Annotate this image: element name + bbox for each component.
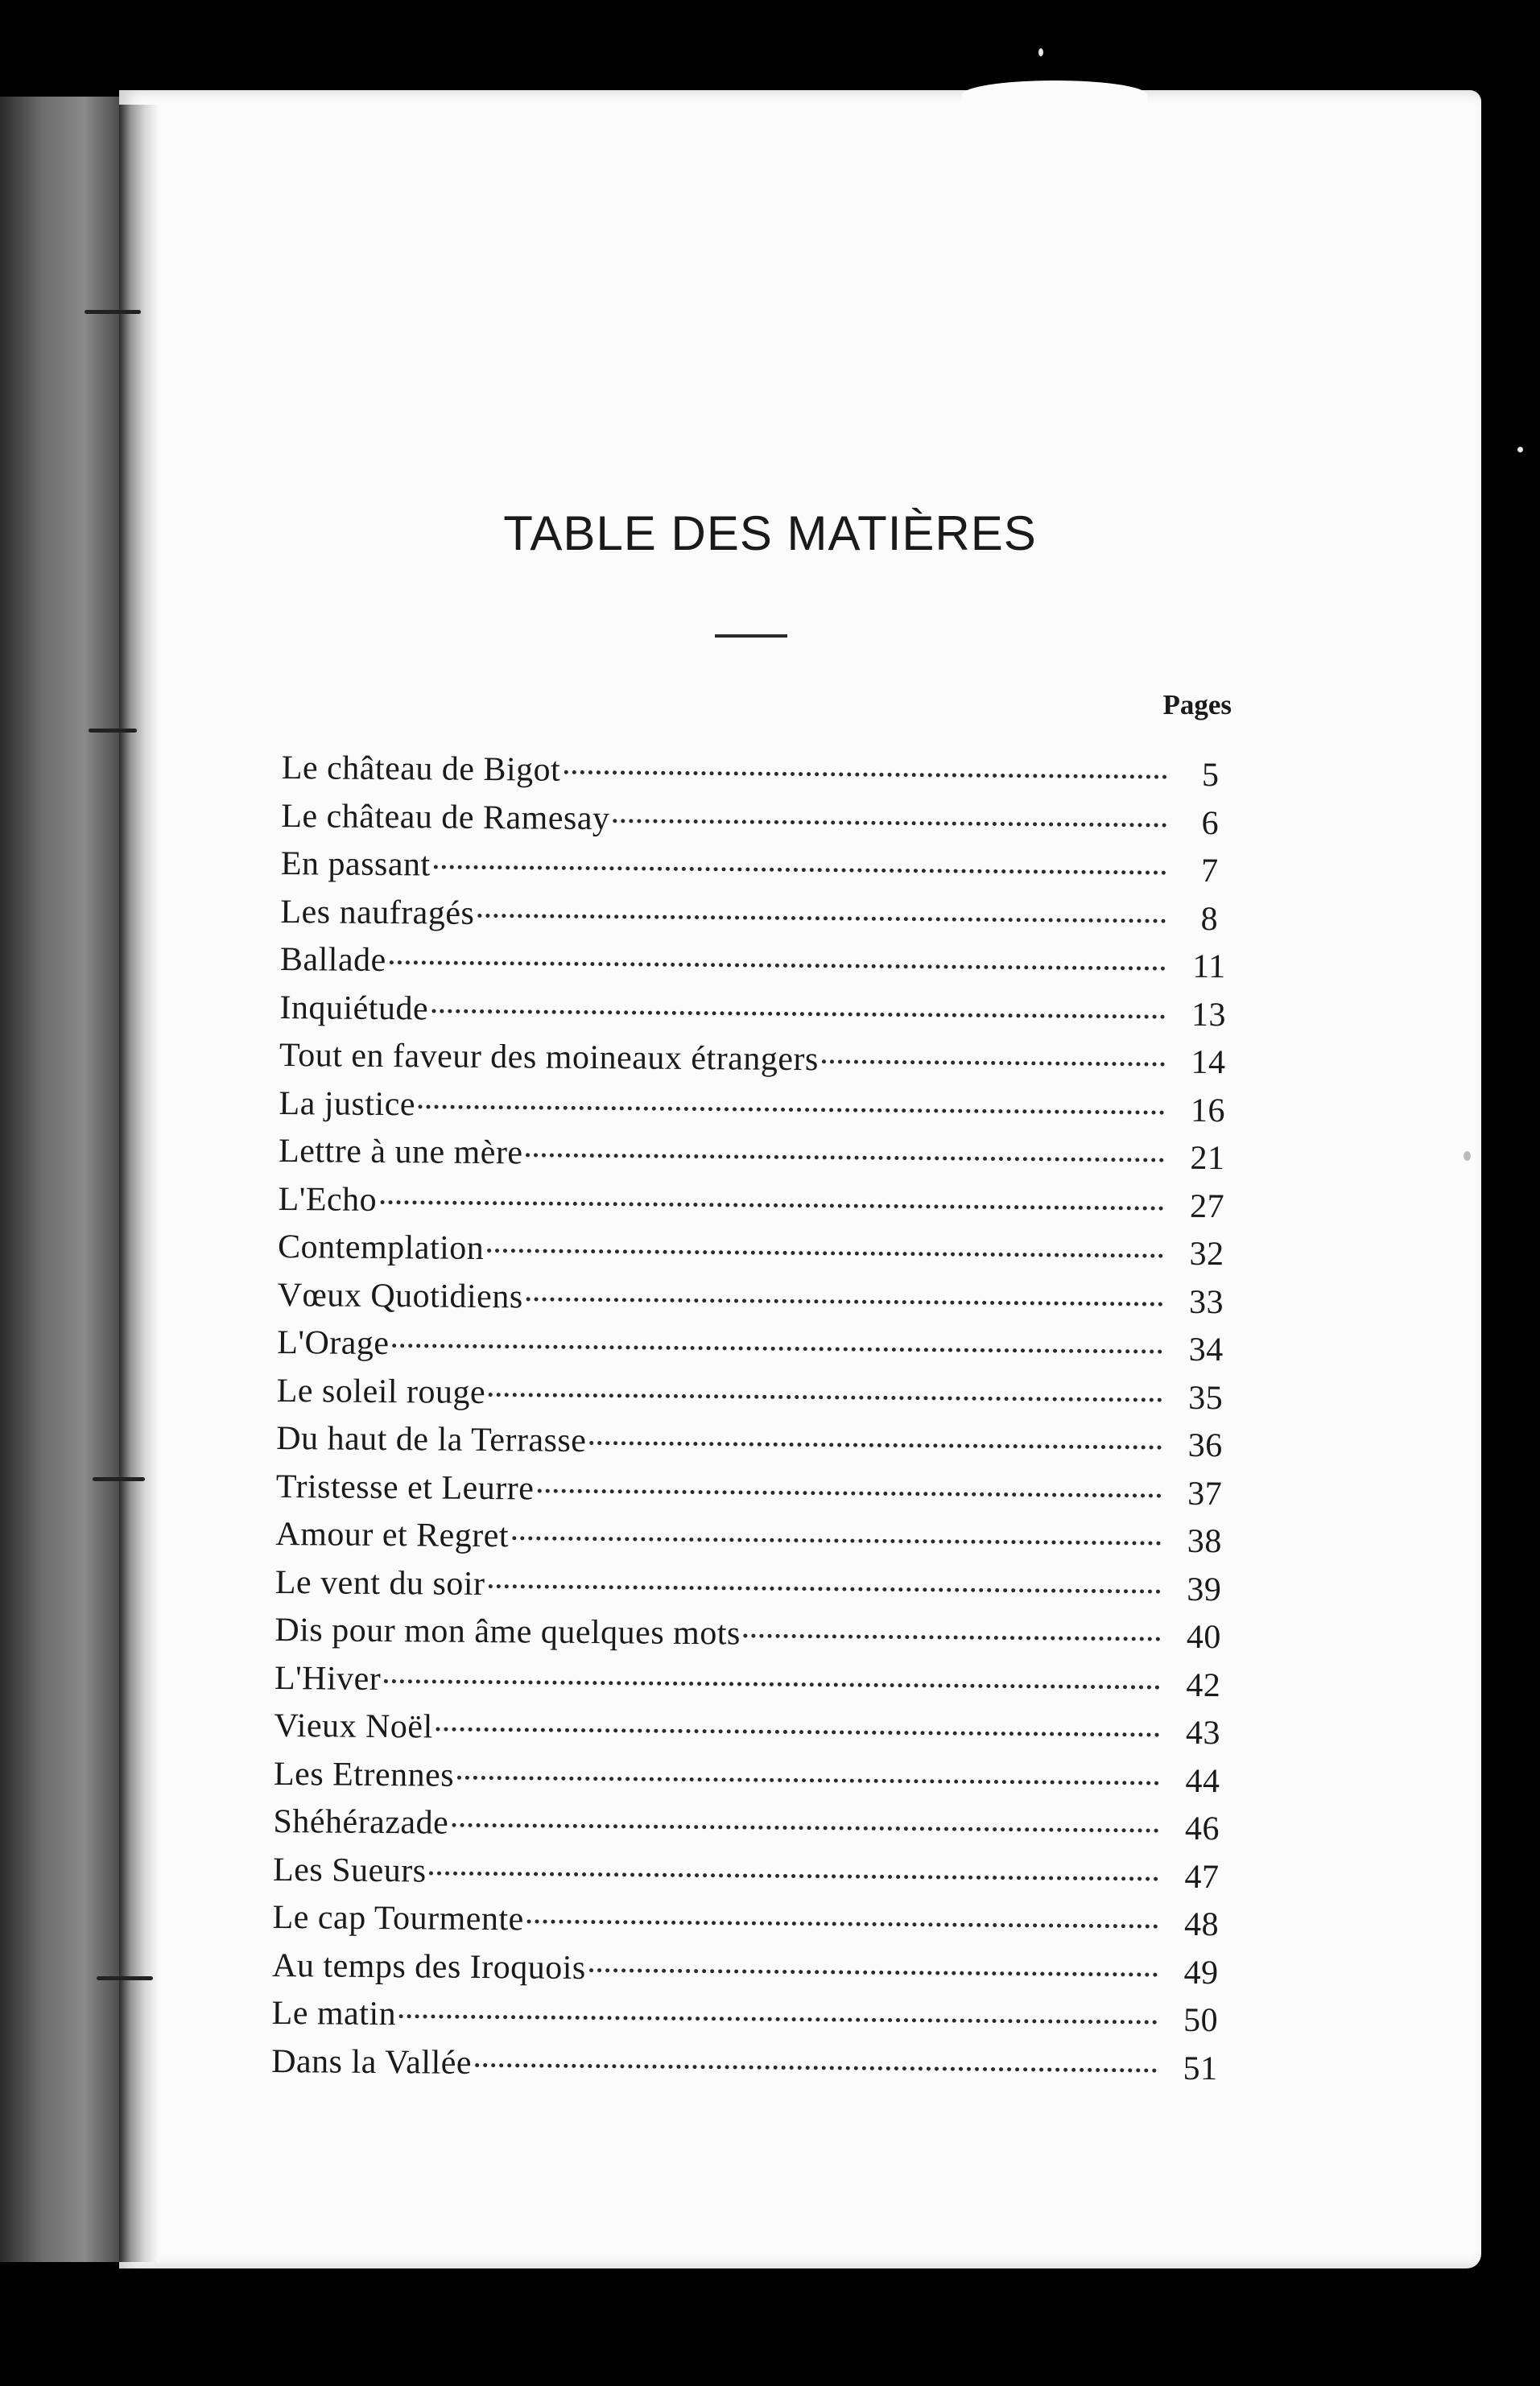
dot-leader xyxy=(822,1059,1165,1066)
pages-column-header: Pages xyxy=(1162,689,1232,720)
toc-entry-title: Le soleil rouge xyxy=(276,1372,486,1411)
toc-entry-title: Inquiétude xyxy=(279,989,429,1027)
toc-entry xyxy=(277,1275,1243,1331)
toc-entry-page-number: 16 xyxy=(1190,1092,1226,1129)
dot-leader xyxy=(419,1104,1165,1114)
scan-speck xyxy=(1464,1151,1471,1161)
dot-leader xyxy=(537,1488,1161,1497)
toc-entry xyxy=(278,1228,1244,1283)
scan-speck xyxy=(1038,48,1043,56)
toc-entry-title: Dans la Vallée xyxy=(271,2042,473,2082)
toc-entry-page-number: 27 xyxy=(1189,1187,1225,1225)
page-title: TABLE DES MATIÈRES xyxy=(503,506,1037,560)
toc-entry-title: Vieux Noël xyxy=(274,1707,433,1746)
dot-leader xyxy=(434,865,1166,874)
binding-stitch xyxy=(85,310,141,314)
toc-entry xyxy=(277,1323,1243,1379)
dot-leader xyxy=(390,960,1166,971)
toc-entry xyxy=(279,1036,1245,1092)
binding-stitch xyxy=(93,1477,145,1481)
toc-entry xyxy=(275,1658,1241,1714)
toc-entry-page-number: 32 xyxy=(1189,1235,1224,1273)
dot-leader xyxy=(564,770,1166,779)
toc-entry-title: L'Echo xyxy=(278,1180,378,1219)
dot-leader xyxy=(613,819,1166,827)
page-binding xyxy=(119,105,159,2262)
toc-entry xyxy=(274,1707,1240,1762)
dot-leader xyxy=(487,1249,1163,1258)
toc-entry-page-number: 39 xyxy=(1187,1571,1222,1608)
toc-entry-title: Lettre à une mère xyxy=(278,1132,523,1172)
toc-entry-page-number: 38 xyxy=(1187,1522,1222,1561)
dot-leader xyxy=(380,1199,1163,1210)
toc-entry-title: L'Hiver xyxy=(274,1659,382,1698)
dot-leader xyxy=(475,2062,1157,2072)
previous-page-edge xyxy=(0,97,121,2262)
toc-entry-page-number: 37 xyxy=(1187,1475,1223,1513)
toc-entry-page-number: 47 xyxy=(1184,1858,1220,1896)
toc-entry xyxy=(279,1084,1245,1139)
dot-leader xyxy=(431,1009,1165,1018)
toc-entry xyxy=(272,1946,1238,2001)
toc-entry xyxy=(275,1611,1241,1666)
toc-entry-page-number: 49 xyxy=(1183,1954,1219,1992)
toc-entry-title: Ballade xyxy=(279,940,386,980)
toc-entry xyxy=(280,940,1246,996)
toc-entry-page-number: 40 xyxy=(1186,1618,1222,1657)
toc-entry-page-number: 51 xyxy=(1183,2050,1218,2087)
table-of-contents xyxy=(271,749,1248,2097)
toc-entry-title: Amour et Regret xyxy=(275,1515,510,1555)
dot-leader xyxy=(436,1728,1160,1737)
toc-entry-title: Dis pour mon âme quelques mots xyxy=(275,1611,741,1653)
dot-leader xyxy=(457,1775,1159,1785)
toc-entry-title: Les naufragés xyxy=(280,893,475,932)
toc-entry-page-number: 48 xyxy=(1183,1905,1220,1944)
dot-leader xyxy=(512,1536,1161,1545)
toc-entry-title: Le vent du soir xyxy=(275,1563,485,1603)
toc-entry-title: Les Etrennes xyxy=(273,1755,455,1794)
toc-entry xyxy=(279,1132,1245,1187)
toc-entry-title: Shéhérazade xyxy=(273,1802,449,1842)
toc-entry xyxy=(271,2041,1237,2097)
dot-leader xyxy=(477,913,1166,923)
toc-entry-page-number: 50 xyxy=(1183,2001,1219,2040)
toc-entry-page-number: 44 xyxy=(1185,1762,1220,1800)
toc-entry-page-number: 8 xyxy=(1200,900,1219,938)
toc-entry-page-number: 42 xyxy=(1186,1666,1221,1704)
toc-entry-title: En passant xyxy=(280,844,431,884)
binding-stitch xyxy=(89,729,137,733)
toc-entry xyxy=(273,1850,1239,1905)
toc-entry xyxy=(282,749,1248,804)
dot-leader xyxy=(527,1919,1158,1928)
toc-entry-page-number: 35 xyxy=(1188,1379,1224,1417)
toc-entry-page-number: 43 xyxy=(1185,1714,1221,1752)
toc-entry-title: Au temps des Iroquois xyxy=(271,1946,586,1987)
toc-entry xyxy=(281,796,1247,852)
toc-entry-title: Le cap Tourmente xyxy=(272,1898,524,1938)
toc-entry-page-number: 13 xyxy=(1191,996,1227,1034)
scan-speck xyxy=(1517,447,1523,452)
toc-entry-title: Le château de Ramesay xyxy=(281,797,610,837)
toc-entry-page-number: 33 xyxy=(1188,1283,1224,1321)
toc-entry-title: L'Orage xyxy=(277,1323,390,1363)
toc-entry xyxy=(271,1994,1237,2050)
toc-entry xyxy=(274,1754,1240,1810)
toc-entry-page-number: 6 xyxy=(1201,804,1220,842)
toc-entry xyxy=(281,844,1247,900)
toc-entry-title: Tristesse et Leurre xyxy=(275,1468,535,1507)
dot-leader xyxy=(430,1871,1159,1880)
dot-leader xyxy=(744,1634,1161,1641)
toc-entry-title: La justice xyxy=(279,1084,416,1123)
toc-entry-title: Du haut de la Terrasse xyxy=(276,1419,587,1459)
toc-entry xyxy=(279,988,1245,1043)
toc-entry xyxy=(272,1898,1238,1954)
dot-leader xyxy=(489,1393,1162,1402)
toc-entry-page-number: 11 xyxy=(1191,947,1226,986)
binding-stitch xyxy=(97,1976,153,1980)
toc-entry xyxy=(276,1467,1242,1522)
toc-entry xyxy=(273,1802,1239,1858)
dot-leader xyxy=(452,1823,1158,1833)
toc-entry-page-number: 34 xyxy=(1188,1331,1224,1369)
dot-leader xyxy=(392,1344,1162,1354)
dot-leader xyxy=(384,1679,1160,1690)
toc-entry-title: Les Sueurs xyxy=(272,1851,427,1889)
toc-entry-page-number: 7 xyxy=(1200,852,1219,890)
dot-leader xyxy=(526,1153,1165,1162)
toc-entry xyxy=(276,1371,1242,1426)
dot-leader xyxy=(589,1968,1158,1977)
toc-entry-page-number: 21 xyxy=(1190,1139,1225,1178)
toc-entry xyxy=(275,1515,1241,1571)
toc-entry-title: Le matin xyxy=(271,1994,397,2033)
dot-leader xyxy=(589,1441,1162,1450)
toc-entry-page-number: 14 xyxy=(1191,1043,1226,1082)
toc-entry xyxy=(275,1562,1241,1618)
dot-leader xyxy=(488,1584,1160,1594)
title-rule xyxy=(715,634,787,638)
toc-entry-page-number: 36 xyxy=(1187,1426,1223,1465)
dot-leader xyxy=(399,2014,1158,2024)
toc-entry-title: Contemplation xyxy=(277,1228,485,1267)
dot-leader xyxy=(526,1297,1163,1306)
toc-entry-title: Le château de Bigot xyxy=(281,749,561,789)
page-top-edge xyxy=(962,80,1147,109)
toc-entry xyxy=(280,892,1246,947)
toc-entry-title: Tout en faveur des moineaux étrangers xyxy=(279,1036,819,1079)
toc-entry xyxy=(278,1179,1244,1235)
toc-entry-page-number: 5 xyxy=(1201,756,1220,795)
toc-entry xyxy=(276,1419,1242,1475)
toc-entry-title: Vœux Quotidiens xyxy=(277,1276,523,1315)
toc-entry-page-number: 46 xyxy=(1184,1810,1220,1848)
